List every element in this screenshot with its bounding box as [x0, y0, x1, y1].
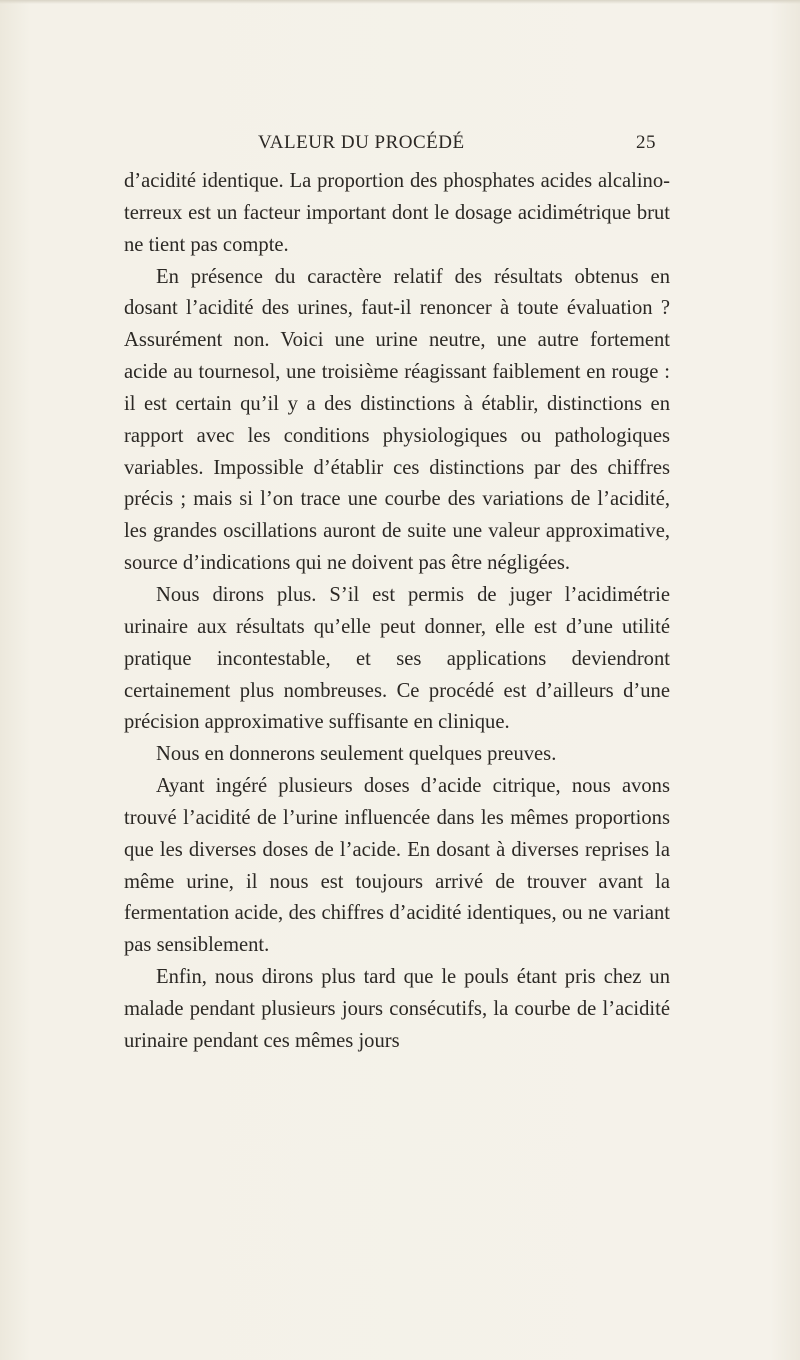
paragraph-pulse: Enfin, nous dirons plus tard que le pouls étant pris chez un malade pendant plusieurs jours consécutifs, la courbe de l’acidité urinaire pendant ces mêmes jours: [124, 966, 670, 1052]
paragraph-proofs: Nous en donnerons seulement quelques preuves.: [156, 743, 557, 766]
running-header: [0, 132, 800, 158]
running-title: VALEUR DU PROCÉDÉ: [258, 132, 465, 153]
paragraph-citric-acid: Ayant ingéré plusieurs doses d’acide citrique, nous avons trouvé l’acidité de l’urine influencée dans les mêmes proportions que les diverses doses de l’acide. En dosant à diverses reprises la même urine, il nous est toujours arrivé de trouver avant la fermentation acide, des chiffres d’acidité identiques, ou ne variant pas sensiblement.: [124, 775, 670, 957]
page-top-edge: [0, 0, 800, 4]
body-text: [124, 166, 670, 1058]
page-number: 25: [636, 132, 656, 153]
paragraph-continuation: d’acidité identique. La proportion des phosphates acides alcalino-terreux est un facteur important dont le dosage acidimétrique brut ne tient pas compte.: [124, 170, 670, 256]
paragraph-utility: Nous dirons plus. S’il est permis de juger l’acidimétrie urinaire aux résultats qu’elle peut donner, elle est d’une utilité pratique incontestable, et ses applications deviendront certainement plus nombreuses. Ce procédé est d’ailleurs d’une précision approximative suffisante en clinique.: [124, 583, 670, 734]
paragraph-evaluation: En présence du caractère relatif des résultats obtenus en dosant l’acidité des urines, faut-il renoncer à toute évaluation ? Assurément non. Voici une urine neutre, une autre fortement acide au tournesol, une troisième réagissant faiblement en rouge : il est certain qu’il y a des distinctions à établir, distinctions en rapport avec les conditions physiologiques ou pathologiques variables. Impossible d’établir ces distinctions par des chiffres précis ; mais si l’on trace une courbe des variations de l’acidité, les grandes oscillations auront de suite une valeur approximative, source d’indications qui ne doivent pas être négligées.: [124, 265, 670, 575]
